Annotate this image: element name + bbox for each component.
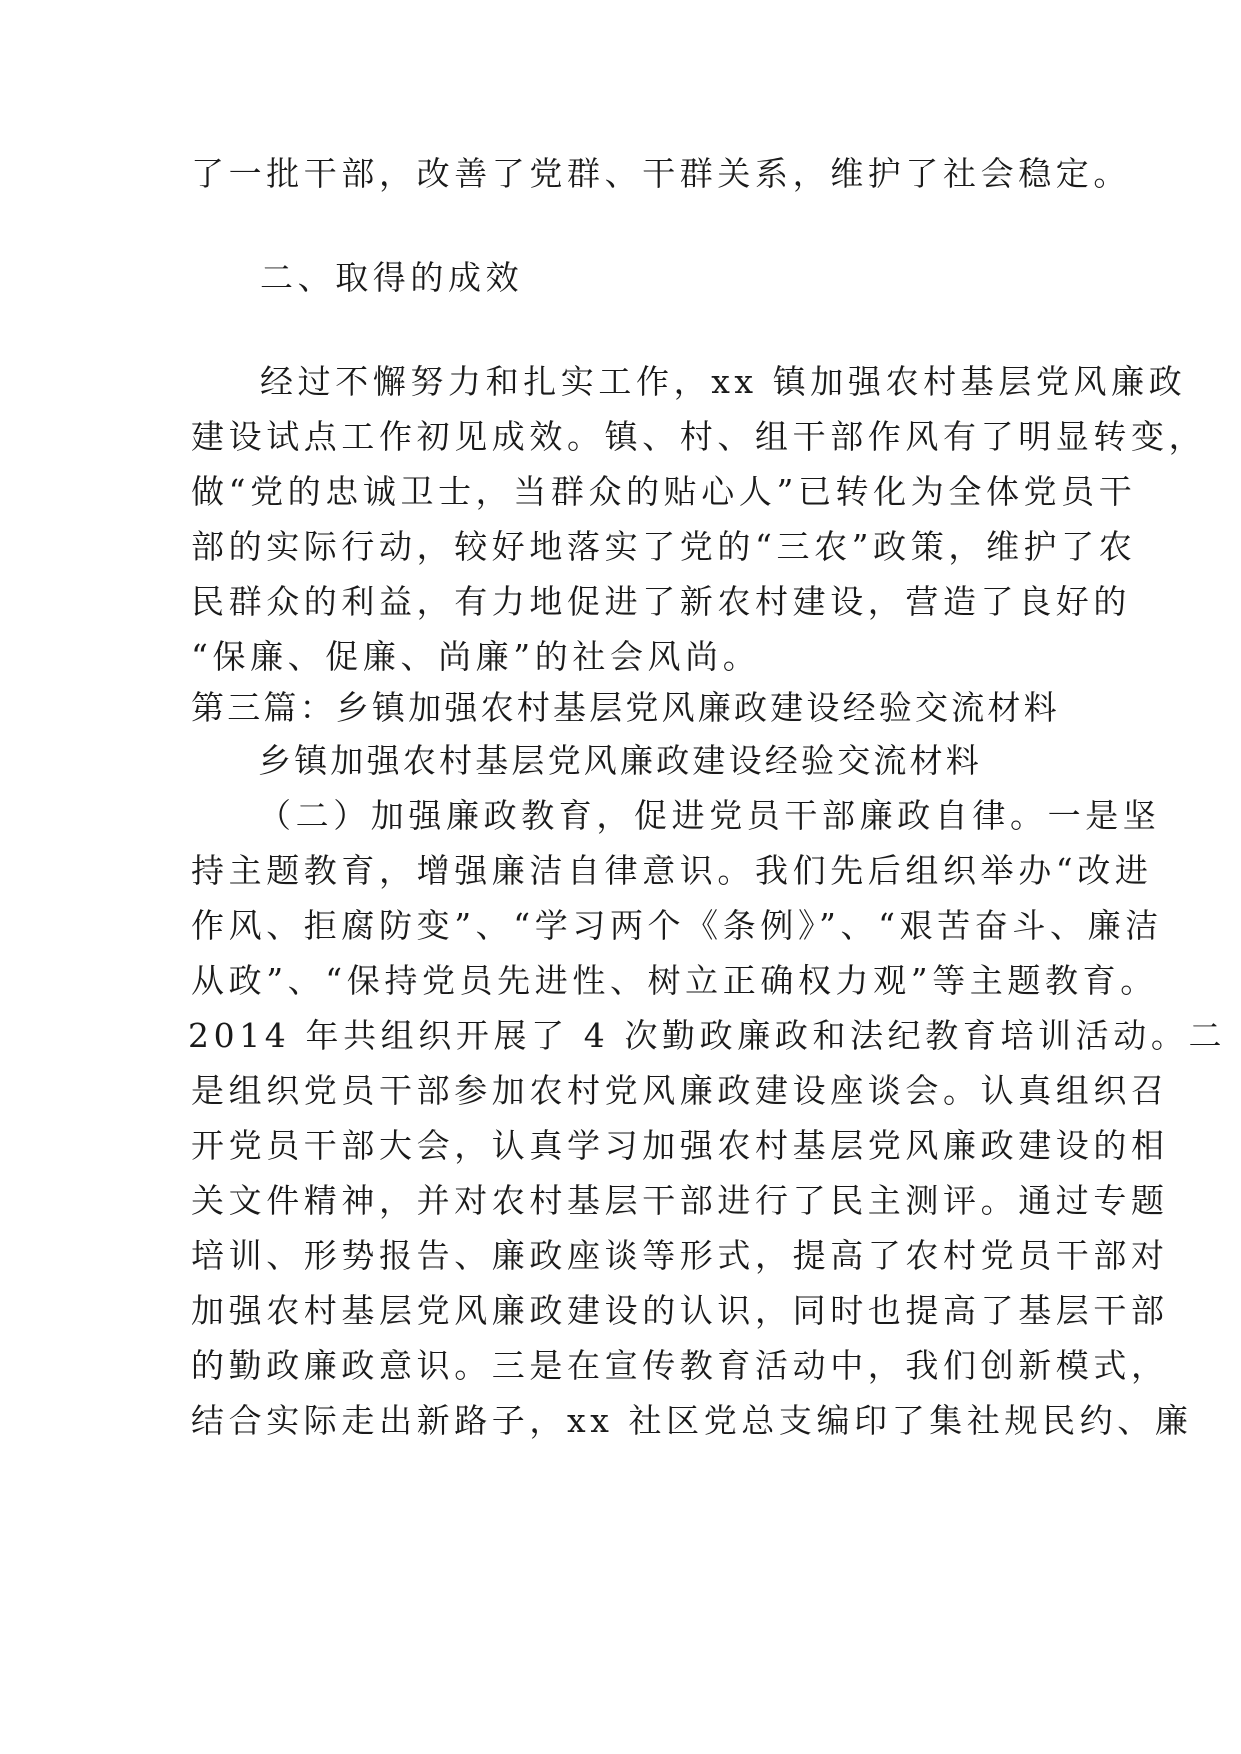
paragraph-line: 持主题教育，增强廉洁自律意识。我们先后组织举办“改进 [191,851,1153,890]
paragraph-line: 作风、拒腐防变”、“学习两个《条例》”、“艰苦奋斗、廉洁 [191,906,1163,945]
section-heading: 二、取得的成效 [260,258,524,297]
paragraph-line: 从政”、“保持党员先进性、树立正确权力观”等主题教育。 [191,961,1158,1000]
paragraph-line: 关文件精神，并对农村基层干部进行了民主测评。通过专题 [191,1181,1169,1220]
paragraph-line: 结合实际走出新路子，xx 社区党总支编印了集社规民约、廉 [191,1401,1193,1440]
paragraph-line: 了一批干部，改善了党群、干群关系，维护了社会稳定。 [191,154,1131,193]
paragraph-line: 2014 年共组织开展了 4 次勤政廉政和法纪教育培训活动。二 [188,1016,1227,1055]
paragraph-line: “保廉、促廉、尚廉”的社会风尚。 [191,637,761,676]
paragraph-line: 培训、形势报告、廉政座谈等形式，提高了农村党员干部对 [191,1236,1169,1275]
paragraph-line: （二）加强廉政教育，促进党员干部廉政自律。一是坚 [258,796,1161,835]
paragraph-line: 民群众的利益，有力地促进了新农村建设，营造了良好的 [191,582,1131,621]
paragraph-line: 是组织党员干部参加农村党风廉政建设座谈会。认真组织召 [191,1071,1169,1110]
paragraph-line: 部的实际行动，较好地落实了党的“三农”政策，维护了农 [191,527,1137,566]
paragraph-line: 经过不懈努力和扎实工作，xx 镇加强农村基层党风廉政 [260,362,1187,401]
paragraph-line: 建设试点工作初见成效。镇、村、组干部作风有了明显转变， [191,417,1207,456]
article-title: 第三篇：乡镇加强农村基层党风廉政建设经验交流材料 [191,688,1060,727]
paragraph-line: 做“党的忠诚卫士，当群众的贴心人”已转化为全体党员干 [191,472,1137,511]
article-subtitle: 乡镇加强农村基层党风廉政建设经验交流材料 [258,741,982,780]
paragraph-line: 开党员干部大会，认真学习加强农村基层党风廉政建设的相 [191,1126,1169,1165]
paragraph-line: 的勤政廉政意识。三是在宣传教育活动中，我们创新模式， [191,1346,1169,1385]
paragraph-line: 加强农村基层党风廉政建设的认识，同时也提高了基层干部 [191,1291,1169,1330]
